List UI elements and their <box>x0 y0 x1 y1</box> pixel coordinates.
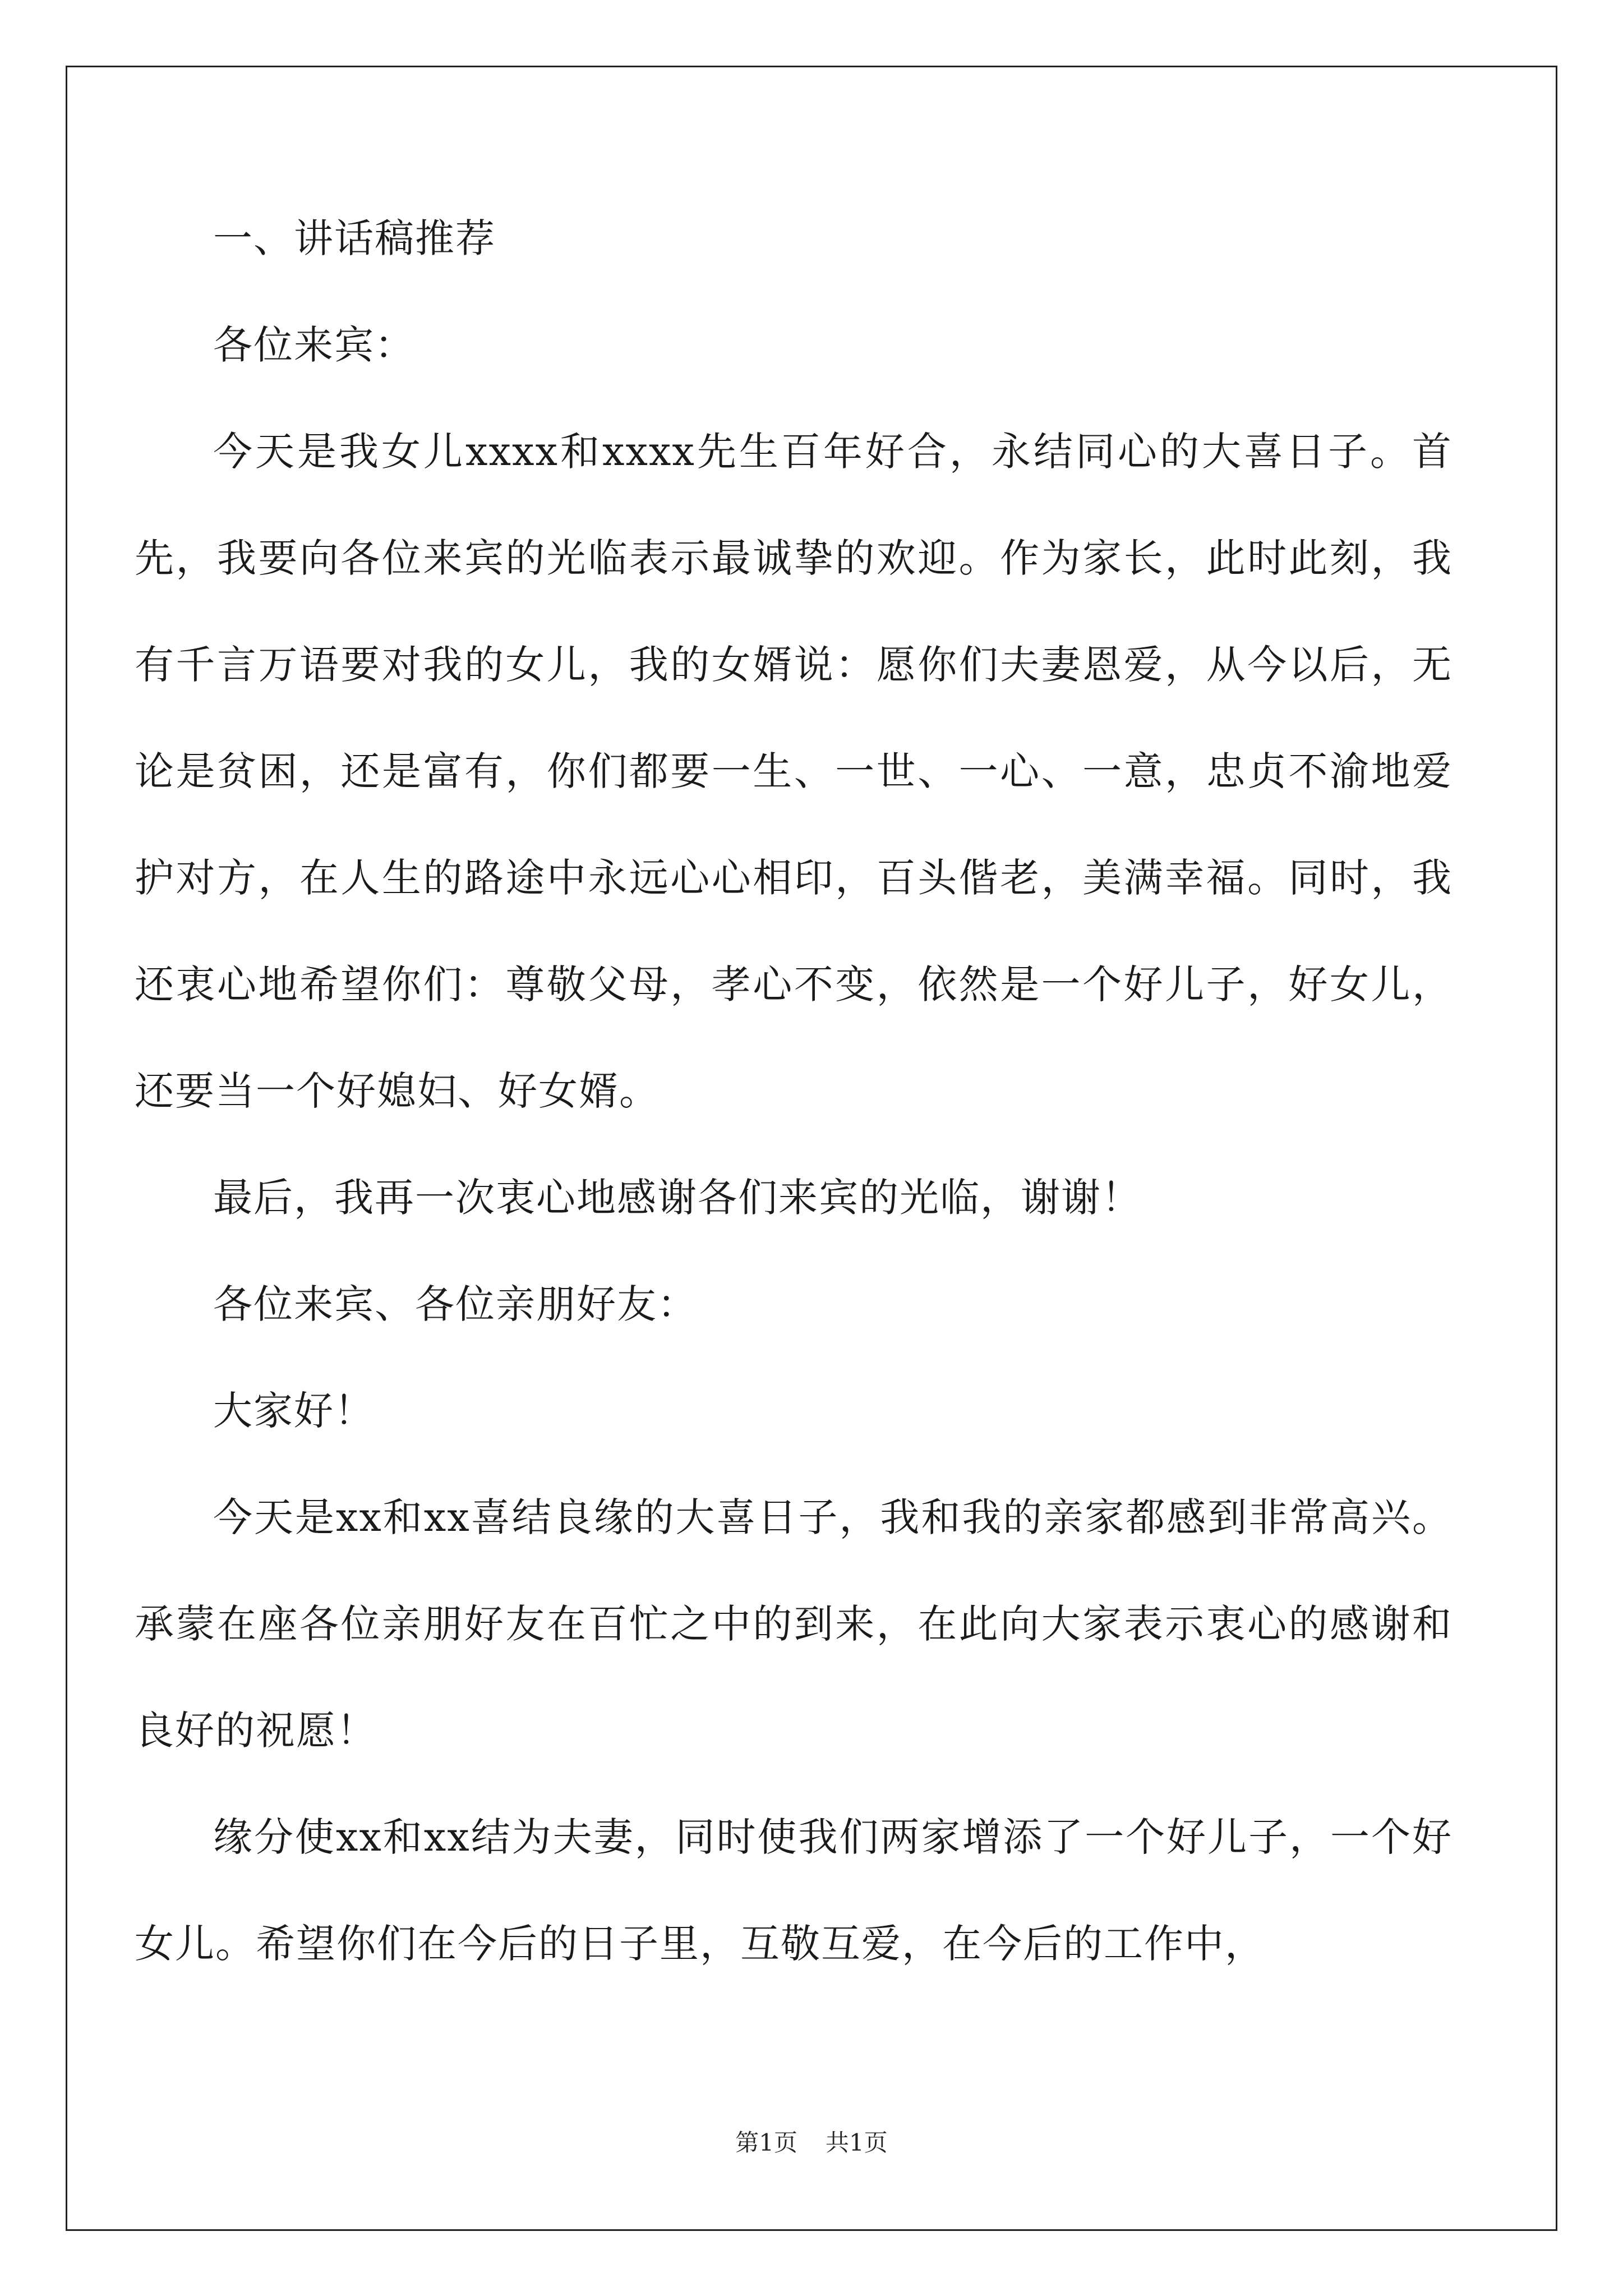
salutation: 各位来宾、各位亲朋好友： <box>213 1281 698 1327</box>
paragraph: 今天是我女儿xxxx和xxxx先生百年好合，永结同心的大喜日子。首先，我要向各位来宾的光临表示最诚挚的欢迎。作为家长，此时此刻，我有千言万语要对我的女儿，我的女婿说：愿你们夫妻恩爱，从今以后，无论是贫困，还是富有，你们都要一生、一世、一心、一意，忠贞不渝地爱护对方，在人生的路途中永远心心相印，百头偕老，美满幸福。同时，我还衷心地希望你们：尊敬父母，孝心不变，依然是一个好儿子，好女儿，还要当一个好媳妇、好女婿。 <box>135 429 1453 1114</box>
section-heading: 一、讲话稿推荐 <box>213 215 496 261</box>
paragraph: 最后，我再一次衷心地感谢各们来宾的光临，谢谢！ <box>213 1175 1142 1221</box>
salutation: 各位来宾： <box>213 322 415 368</box>
paragraph: 今天是xx和xx喜结良缘的大喜日子，我和我的亲家都感到非常高兴。承蒙在座各位亲朋好友在百忙之中的到来，在此向大家表示衷心的感谢和良好的祝愿！ <box>135 1494 1453 1754</box>
page-footer <box>0 2126 1623 2160</box>
greeting: 大家好！ <box>213 1388 375 1434</box>
paragraph: 缘分使xx和xx结为夫妻，同时使我们两家增添了一个好儿子，一个好女儿。希望你们在今后的日子里，互敬互爱，在今后的工作中， <box>135 1814 1453 1967</box>
document-body <box>135 185 1453 1997</box>
page-number: 第1页 <box>735 2129 797 2156</box>
page-total: 共1页 <box>826 2129 888 2156</box>
